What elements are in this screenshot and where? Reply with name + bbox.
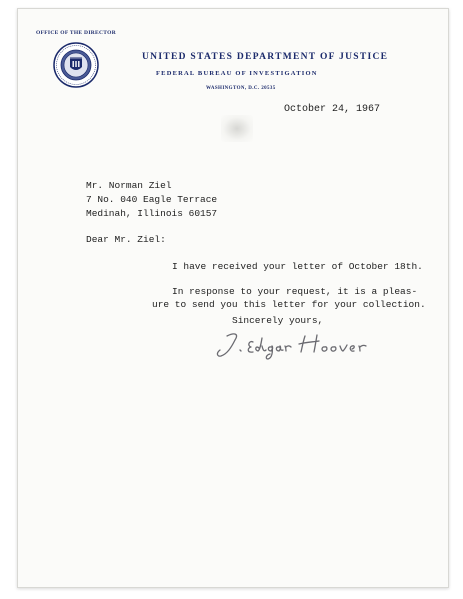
- letter-paper: [17, 8, 449, 588]
- paragraph-1: I have received your letter of October 18th.: [172, 261, 423, 272]
- salutation: Dear Mr. Ziel:: [86, 234, 166, 245]
- bureau-heading: FEDERAL BUREAU OF INVESTIGATION: [156, 70, 318, 77]
- paper-smudge: [221, 115, 253, 142]
- handwritten-signature: [213, 328, 373, 362]
- letter-date: October 24, 1967: [284, 104, 381, 115]
- recipient-city: Medinah, Illinois 60157: [86, 208, 218, 219]
- department-heading: UNITED STATES DEPARTMENT OF JUSTICE: [142, 52, 389, 62]
- fbi-seal-icon: [53, 42, 99, 88]
- city-line: WASHINGTON, D.C. 20535: [206, 86, 276, 91]
- recipient-name: Mr. Norman Ziel: [86, 180, 172, 191]
- paragraph-2-line-1: In response to your request, it is a pleas-: [172, 286, 418, 297]
- office-line: OFFICE OF THE DIRECTOR: [36, 30, 116, 36]
- paragraph-2-line-2: ure to send you this letter for your collection.: [152, 299, 426, 310]
- recipient-street: 7 No. 040 Eagle Terrace: [86, 194, 218, 205]
- closing: Sincerely yours,: [232, 315, 324, 326]
